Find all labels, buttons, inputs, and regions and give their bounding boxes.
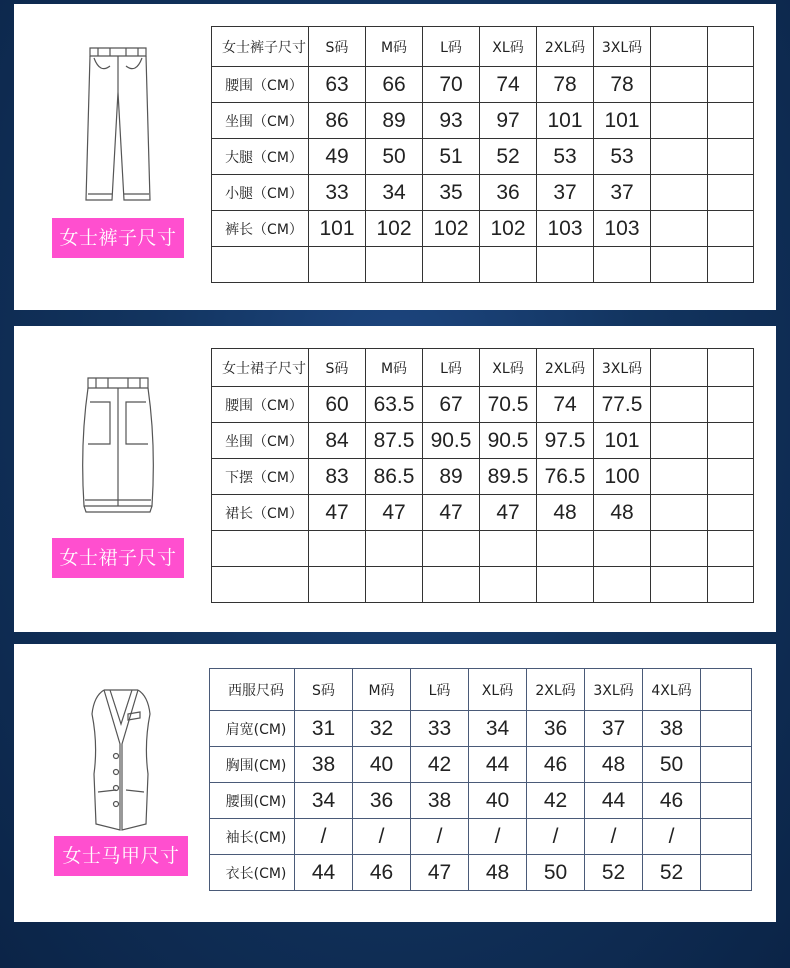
size-value-cell xyxy=(594,567,651,603)
vest-size-table xyxy=(209,668,752,891)
measurement-label-cell: 肩宽(CM) xyxy=(210,711,295,747)
size-value-cell: 90.5 xyxy=(423,423,480,459)
size-value-cell: 63.5 xyxy=(366,387,423,423)
size-value-cell xyxy=(480,247,537,283)
size-value-cell: 44 xyxy=(295,855,353,891)
size-value-cell: 103 xyxy=(537,211,594,247)
size-value-cell xyxy=(701,747,752,783)
skirt-table-row xyxy=(212,567,754,603)
size-header-cell: 2XL码 xyxy=(527,669,585,711)
size-value-cell: / xyxy=(585,819,643,855)
size-header-cell xyxy=(651,349,708,387)
size-header-cell: XL码 xyxy=(469,669,527,711)
size-value-cell: 86.5 xyxy=(366,459,423,495)
size-header-cell: L码 xyxy=(411,669,469,711)
pants-table-row xyxy=(212,139,754,175)
skirt-size-table xyxy=(211,348,754,603)
size-value-cell: 35 xyxy=(423,175,480,211)
size-value-cell xyxy=(701,783,752,819)
size-header-cell: L码 xyxy=(423,27,480,67)
pants-header-row xyxy=(212,27,754,67)
size-value-cell xyxy=(708,423,754,459)
size-header-cell: 3XL码 xyxy=(594,27,651,67)
size-header-cell: XL码 xyxy=(480,349,537,387)
size-value-cell xyxy=(423,247,480,283)
size-header-cell: 3XL码 xyxy=(594,349,651,387)
size-value-cell xyxy=(366,531,423,567)
size-value-cell: 101 xyxy=(537,103,594,139)
size-header-cell: M码 xyxy=(366,27,423,67)
size-value-cell: 70.5 xyxy=(480,387,537,423)
size-value-cell: 34 xyxy=(366,175,423,211)
size-value-cell: 66 xyxy=(366,67,423,103)
size-header-cell: L码 xyxy=(423,349,480,387)
size-value-cell: 93 xyxy=(423,103,480,139)
size-value-cell xyxy=(423,567,480,603)
size-value-cell: 52 xyxy=(480,139,537,175)
size-value-cell: 63 xyxy=(309,67,366,103)
size-value-cell: 52 xyxy=(585,855,643,891)
size-value-cell xyxy=(651,211,708,247)
size-value-cell xyxy=(309,567,366,603)
size-header-cell: 2XL码 xyxy=(537,349,594,387)
vest-size-label: 女士马甲尺寸 xyxy=(54,836,188,876)
size-header-cell xyxy=(708,27,754,67)
size-value-cell: 76.5 xyxy=(537,459,594,495)
pants-table-row xyxy=(212,211,754,247)
size-value-cell xyxy=(708,531,754,567)
size-value-cell: 47 xyxy=(423,495,480,531)
size-value-cell xyxy=(708,567,754,603)
size-value-cell: 102 xyxy=(423,211,480,247)
size-value-cell xyxy=(651,139,708,175)
size-value-cell: 46 xyxy=(527,747,585,783)
size-value-cell xyxy=(537,247,594,283)
size-value-cell: 42 xyxy=(411,747,469,783)
size-value-cell: 83 xyxy=(309,459,366,495)
size-value-cell: 48 xyxy=(537,495,594,531)
size-value-cell xyxy=(480,531,537,567)
vest-table-row xyxy=(210,855,752,891)
size-value-cell: 48 xyxy=(469,855,527,891)
size-value-cell: 36 xyxy=(353,783,411,819)
size-value-cell: 31 xyxy=(295,711,353,747)
pants-size-table xyxy=(211,26,754,283)
size-value-cell xyxy=(651,423,708,459)
size-value-cell xyxy=(708,103,754,139)
size-value-cell: / xyxy=(527,819,585,855)
size-header-cell: S码 xyxy=(309,27,366,67)
size-value-cell xyxy=(537,531,594,567)
size-value-cell: 86 xyxy=(309,103,366,139)
pants-table-row xyxy=(212,103,754,139)
size-value-cell: 84 xyxy=(309,423,366,459)
size-header-cell: M码 xyxy=(366,349,423,387)
size-value-cell: 101 xyxy=(309,211,366,247)
size-value-cell: 77.5 xyxy=(594,387,651,423)
size-value-cell: / xyxy=(411,819,469,855)
size-value-cell xyxy=(309,531,366,567)
size-value-cell: 50 xyxy=(643,747,701,783)
size-value-cell: 103 xyxy=(594,211,651,247)
size-value-cell: 44 xyxy=(469,747,527,783)
size-value-cell: 44 xyxy=(585,783,643,819)
size-value-cell: 97 xyxy=(480,103,537,139)
size-value-cell xyxy=(366,247,423,283)
size-value-cell: 101 xyxy=(594,103,651,139)
skirt-table-row xyxy=(212,459,754,495)
size-value-cell: 38 xyxy=(643,711,701,747)
size-value-cell: / xyxy=(469,819,527,855)
size-value-cell: 49 xyxy=(309,139,366,175)
vest-sketch-icon xyxy=(76,684,166,834)
size-value-cell: 50 xyxy=(366,139,423,175)
size-value-cell: 53 xyxy=(594,139,651,175)
table-title-cell: 西服尺码 xyxy=(210,669,295,711)
size-value-cell: 52 xyxy=(643,855,701,891)
size-value-cell: 40 xyxy=(353,747,411,783)
size-header-cell: 2XL码 xyxy=(537,27,594,67)
vest-table-row xyxy=(210,747,752,783)
size-value-cell: 74 xyxy=(480,67,537,103)
measurement-label-cell: 坐围（CM） xyxy=(212,103,309,139)
size-value-cell xyxy=(651,567,708,603)
size-value-cell xyxy=(701,711,752,747)
size-value-cell: 101 xyxy=(594,423,651,459)
size-header-cell: XL码 xyxy=(480,27,537,67)
size-value-cell: 53 xyxy=(537,139,594,175)
size-value-cell: 47 xyxy=(411,855,469,891)
size-value-cell xyxy=(651,531,708,567)
skirt-sketch-icon xyxy=(76,374,160,514)
pants-table-row xyxy=(212,67,754,103)
size-value-cell xyxy=(651,495,708,531)
size-value-cell: 89 xyxy=(366,103,423,139)
size-value-cell xyxy=(309,247,366,283)
vest-table-row xyxy=(210,819,752,855)
size-value-cell: / xyxy=(295,819,353,855)
measurement-label-cell: 腰围（CM） xyxy=(212,67,309,103)
measurement-label-cell: 胸围(CM) xyxy=(210,747,295,783)
size-value-cell xyxy=(537,567,594,603)
size-value-cell: 38 xyxy=(411,783,469,819)
size-value-cell: 48 xyxy=(585,747,643,783)
size-header-cell xyxy=(708,349,754,387)
size-value-cell xyxy=(651,247,708,283)
size-value-cell: 32 xyxy=(353,711,411,747)
size-header-cell: S码 xyxy=(309,349,366,387)
size-value-cell xyxy=(708,139,754,175)
size-value-cell xyxy=(651,387,708,423)
size-value-cell xyxy=(708,175,754,211)
size-value-cell: 78 xyxy=(594,67,651,103)
size-header-cell xyxy=(651,27,708,67)
size-value-cell xyxy=(366,567,423,603)
pants-size-panel xyxy=(14,4,776,310)
size-value-cell: 78 xyxy=(537,67,594,103)
measurement-label-cell: 裙长（CM） xyxy=(212,495,309,531)
size-value-cell xyxy=(480,567,537,603)
size-value-cell: 89 xyxy=(423,459,480,495)
size-header-cell: M码 xyxy=(353,669,411,711)
size-value-cell xyxy=(708,211,754,247)
size-value-cell: 37 xyxy=(585,711,643,747)
size-header-cell: 4XL码 xyxy=(643,669,701,711)
size-value-cell: 34 xyxy=(295,783,353,819)
size-value-cell: 33 xyxy=(411,711,469,747)
skirt-table-row xyxy=(212,531,754,567)
skirt-size-label: 女士裙子尺寸 xyxy=(52,538,184,578)
size-value-cell: 100 xyxy=(594,459,651,495)
size-value-cell: 102 xyxy=(366,211,423,247)
size-value-cell xyxy=(701,855,752,891)
size-value-cell: 60 xyxy=(309,387,366,423)
size-value-cell: 67 xyxy=(423,387,480,423)
measurement-label-cell xyxy=(212,567,309,603)
pants-sketch-icon xyxy=(76,44,160,204)
measurement-label-cell xyxy=(212,247,309,283)
measurement-label-cell: 腰围(CM) xyxy=(210,783,295,819)
size-value-cell xyxy=(651,459,708,495)
vest-size-panel xyxy=(14,644,776,922)
measurement-label-cell: 坐围（CM） xyxy=(212,423,309,459)
size-value-cell xyxy=(701,819,752,855)
size-value-cell: 50 xyxy=(527,855,585,891)
measurement-label-cell xyxy=(212,531,309,567)
skirt-header-row xyxy=(212,349,754,387)
size-value-cell xyxy=(651,175,708,211)
pants-table-row xyxy=(212,247,754,283)
skirt-size-panel xyxy=(14,326,776,632)
size-value-cell: 97.5 xyxy=(537,423,594,459)
size-value-cell: 40 xyxy=(469,783,527,819)
size-value-cell: 47 xyxy=(366,495,423,531)
size-value-cell xyxy=(423,531,480,567)
size-value-cell: 42 xyxy=(527,783,585,819)
size-value-cell xyxy=(708,495,754,531)
vest-table-row xyxy=(210,711,752,747)
size-value-cell: 70 xyxy=(423,67,480,103)
pants-table-row xyxy=(212,175,754,211)
size-value-cell: 37 xyxy=(594,175,651,211)
table-title-cell: 女士裤子尺寸 xyxy=(212,27,309,67)
size-value-cell xyxy=(708,459,754,495)
size-value-cell: 47 xyxy=(480,495,537,531)
measurement-label-cell: 衣长(CM) xyxy=(210,855,295,891)
size-value-cell: / xyxy=(643,819,701,855)
size-value-cell: 87.5 xyxy=(366,423,423,459)
measurement-label-cell: 小腿（CM） xyxy=(212,175,309,211)
size-value-cell xyxy=(594,531,651,567)
size-value-cell: 90.5 xyxy=(480,423,537,459)
size-value-cell: 89.5 xyxy=(480,459,537,495)
vest-table-row xyxy=(210,783,752,819)
size-value-cell xyxy=(708,387,754,423)
size-header-cell: S码 xyxy=(295,669,353,711)
size-value-cell: 36 xyxy=(527,711,585,747)
skirt-table-row xyxy=(212,495,754,531)
vest-header-row xyxy=(210,669,752,711)
size-value-cell: 33 xyxy=(309,175,366,211)
pants-size-label: 女士裤子尺寸 xyxy=(52,218,184,258)
size-value-cell xyxy=(708,247,754,283)
size-value-cell xyxy=(708,67,754,103)
size-value-cell xyxy=(651,103,708,139)
size-value-cell: 36 xyxy=(480,175,537,211)
size-value-cell: 46 xyxy=(353,855,411,891)
size-value-cell: 48 xyxy=(594,495,651,531)
size-header-cell: 3XL码 xyxy=(585,669,643,711)
size-value-cell xyxy=(594,247,651,283)
measurement-label-cell: 下摆（CM） xyxy=(212,459,309,495)
table-title-cell: 女士裙子尺寸 xyxy=(212,349,309,387)
size-value-cell: 74 xyxy=(537,387,594,423)
measurement-label-cell: 裤长（CM） xyxy=(212,211,309,247)
size-value-cell: 34 xyxy=(469,711,527,747)
size-value-cell: 102 xyxy=(480,211,537,247)
skirt-table-row xyxy=(212,423,754,459)
size-value-cell: 47 xyxy=(309,495,366,531)
skirt-table-row xyxy=(212,387,754,423)
size-value-cell: 37 xyxy=(537,175,594,211)
measurement-label-cell: 大腿（CM） xyxy=(212,139,309,175)
size-header-cell xyxy=(701,669,752,711)
size-value-cell: 38 xyxy=(295,747,353,783)
measurement-label-cell: 袖长(CM) xyxy=(210,819,295,855)
size-value-cell: 51 xyxy=(423,139,480,175)
size-value-cell: 46 xyxy=(643,783,701,819)
measurement-label-cell: 腰围（CM） xyxy=(212,387,309,423)
size-value-cell: / xyxy=(353,819,411,855)
size-value-cell xyxy=(651,67,708,103)
